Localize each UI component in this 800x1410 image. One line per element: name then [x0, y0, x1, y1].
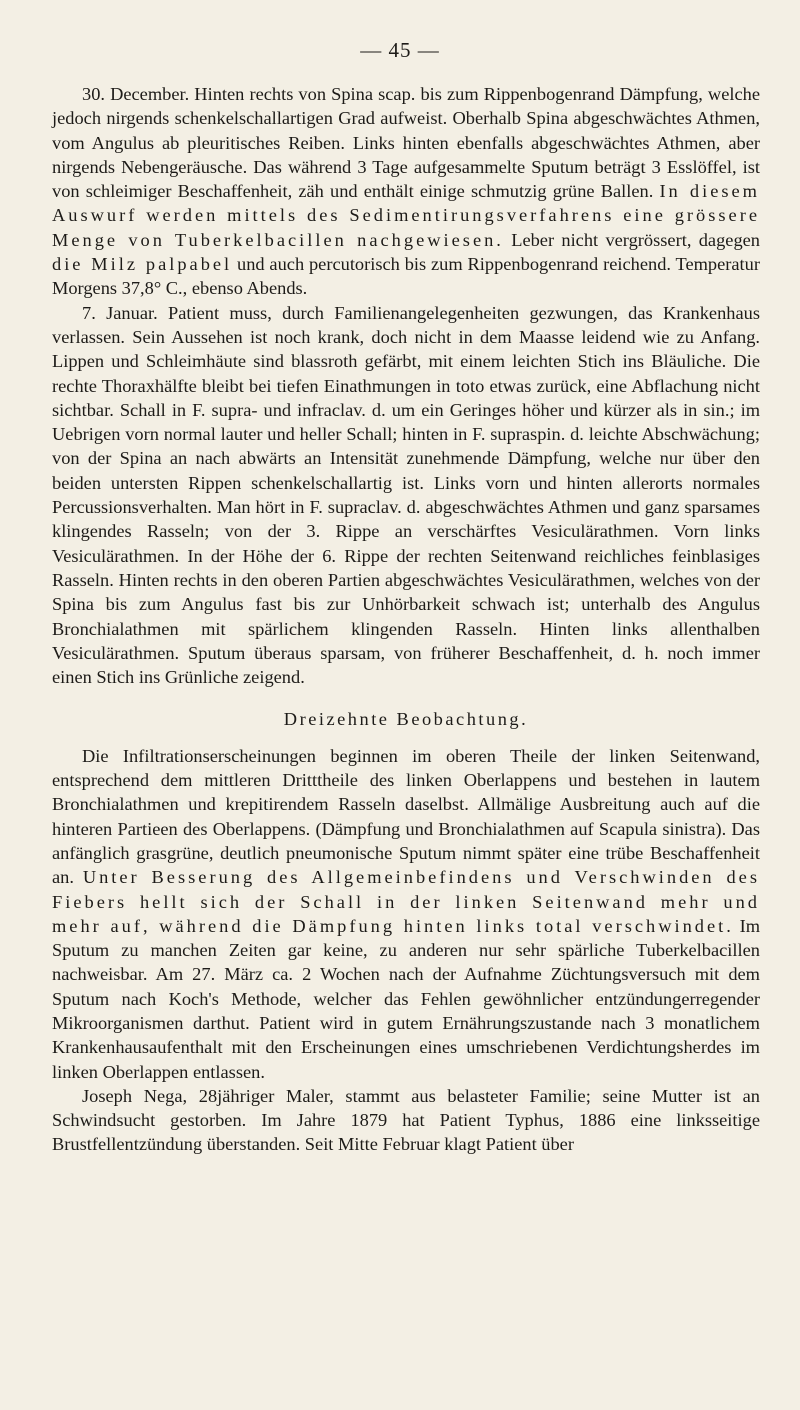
- spaced-emphasis: In diesem Auswurf werden mittels des Sedimentirungsverfahrens eine grössere Menge von Tuberkelbacillen nachgewiesen.: [52, 181, 760, 250]
- text-run: Leber nicht vergrössert, dagegen: [503, 229, 760, 250]
- body-text: [52, 82, 760, 1157]
- text-run: 30. December. Hinten rechts von Spina scap. bis zum Rippenbogenrand Dämpfung, welche jedoch nirgends schenkelschallartigen Grad aufweist. Oberhalb Spina abgeschwächtes Athmen, vom Angulus ab pleuritisches Reiben. Links hinten ebenfalls abgeschwächtes Athmen, aber nirgends Nebengeräusche. Das während 3 Tage aufgesammelte Sputum beträgt 3 Esslöffel, ist von schleimiger Beschaffenheit, zäh und enthält einige schmutzig grüne Ballen.: [52, 84, 760, 202]
- text-run: 7. Januar. Patient muss, durch Familienangelegenheiten gezwungen, das Krankenhaus verlassen. Sein Aussehen ist noch krank, doch nicht in dem Maasse leidend wie zu Anfang. Lippen und Schleimhäute sind blassroth gefärbt, mit einem leichten Stich ins Bläuliche. Die rechte Thoraxhälfte bleibt bei tiefen Einathmungen in toto etwas zurück, eine Abflachung nicht sichtbar. Schall in F. supra- und infraclav. d. um ein Geringes höher und kürzer als in sin.; im Uebrigen vorn normal lauter und heller Schall; hinten in F. supraspin. d. leichte Abschwächung; von der Spina an nach abwärts an Intensität zunehmende Dämpfung, welche nur über den beiden untersten Rippen schenkelschallartig ist. Links vorn und hinten allerorts normales Percussionsverhalten. Man hört in F. supraclav. d. abgeschwächtes Athmen und ganz sparsames klingendes Rasseln; von der 3. Rippe an verschärftes Vesiculärathmen. Vorn links Vesiculärathmen. In der Höhe der 6. Rippe der rechten Seitenwand reichliches feinblasiges Rasseln. Hinten rechts in den oberen Partien abgeschwächtes Vesiculärathmen, welches von der Spina bis zum Angulus fast bis zur Unhörbarkeit schwach ist; unterhalb des Angulus Bronchialathmen mit spärlichem klingenden Rasseln. Hinten links allenthalben Vesiculärathmen. Sputum überaus sparsam, von früherer Beschaffenheit, d. h. noch immer einen Stich ins Grünliche zeigend.: [52, 302, 760, 688]
- text-run: und auch percutorisch bis zum Rippenbogenrand reichend. Temperatur Morgens 37,8° C., ebenso Abends.: [52, 254, 760, 299]
- section-heading: Dreizehnte Beobachtung.: [283, 709, 529, 730]
- paragraph-observation: [52, 744, 760, 1084]
- spaced-emphasis: die Milz palpabel: [52, 254, 233, 275]
- page-number: — 45 —: [360, 38, 440, 62]
- spaced-emphasis: Unter Besserung des Allgemeinbefindens und Verschwinden des Fiebers hellt sich der Schall in der linken Seitenwand mehr und mehr auf, während die Dämpfung hinten links total verschwindet.: [52, 867, 760, 936]
- text-run: Joseph Nega, 28jähriger Maler, stammt aus belasteter Familie; seine Mutter ist an Schwindsucht gestorben. Im Jahre 1879 hat Patient Typhus, 1886 eine linksseitige Brustfellentzündung überstanden. Seit Mitte Februar klagt Patient über: [52, 1085, 760, 1155]
- text-run: Die Infiltrationserscheinungen beginnen im oberen Theile der linken Seitenwand, entsprechend dem mittleren Dritttheile des linken Oberlappens und bestehen in lautem Bronchialathmen und krepitirendem Rasseln daselbst. Allmälige Ausbreitung auch auf die hinteren Partieen des Oberlappens. (Dämpfung und Bronchialathmen auf Scapula sinistra). Das anfänglich grasgrüne, deutlich pneumonische Sputum nimmt später eine trübe Beschaffenheit an.: [52, 745, 760, 888]
- paragraph-joseph-nega: [52, 1084, 760, 1157]
- text-run: Im Sputum zu manchen Zeiten gar keine, zu anderen nur sehr spärliche Tuberkelbacillen nachweisbar. Am 27. März ca. 2 Wochen nach der Aufnahme Züchtungsversuch mit dem Sputum nach Koch's Methode, welcher das Fehlen gewöhnlicher entzündungerregender Mikroorganismen darthut. Patient wird in gutem Ernährungszustande nach 3 monatlichem Krankenhausaufenthalt mit den Erscheinungen eines umschriebenen Verdichtungsherdes im linken Oberlappen entlassen.: [52, 915, 761, 1082]
- paragraph-jan-7: [52, 301, 760, 690]
- paragraph-dec-30: [52, 82, 760, 301]
